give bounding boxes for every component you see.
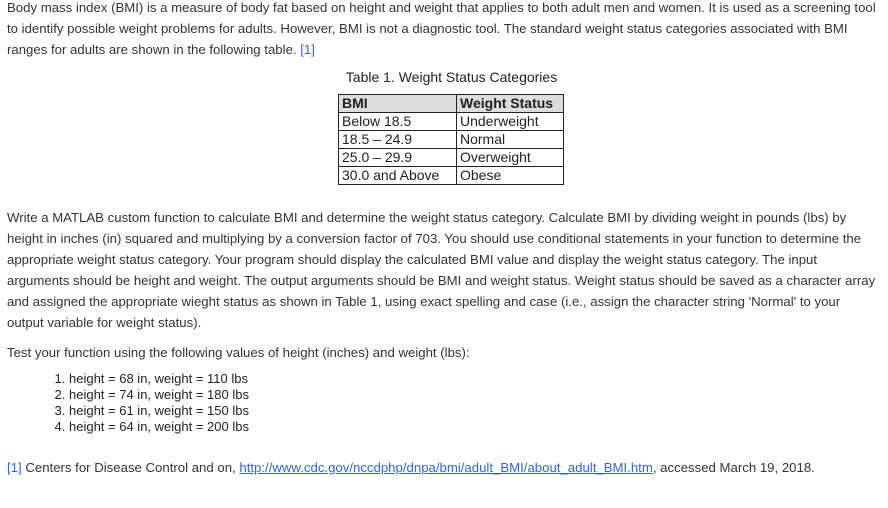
intro-text: Body mass index (BMI) is a measure of body fat based on height and weight that applies to both adult men and women. It is used as a screening tool to identify possible weight problems for adults. However, BMI is not a diagnostic tool. The standard weight status categories associated with BMI ranges for adults are shown in the following table.: [7, 0, 876, 57]
status-cell: Underweight: [457, 113, 564, 131]
table-row: [339, 149, 564, 167]
footnote-ref-link[interactable]: [1]: [300, 42, 315, 57]
reference-paragraph: [7, 457, 879, 478]
list-item: 2. height = 74 in, weight = 180 lbs: [69, 387, 249, 403]
table-row: [339, 131, 564, 149]
table-caption: Table 1. Weight Status Categories: [345, 69, 558, 85]
reference-url-link[interactable]: http://www.cdc.gov/nccdphp/dnpa/bmi/adult_BMI/about_adult_BMI.htm: [239, 460, 653, 475]
table-header-row: [339, 95, 564, 113]
list-item: 3. height = 61 in, weight = 150 lbs: [69, 403, 249, 419]
reference-accessed-text: , accessed March 19, 2018.: [652, 460, 815, 475]
test-values-list: [49, 371, 249, 435]
status-cell: Normal: [457, 131, 564, 149]
weight-status-table: [338, 94, 564, 185]
list-item: 4. height = 64 in, weight = 200 lbs: [69, 419, 249, 435]
column-header-weight-status: Weight Status: [457, 95, 564, 113]
table-row: [339, 113, 564, 131]
status-cell: Obese: [457, 167, 564, 185]
task-paragraph: Write a MATLAB custom function to calculate BMI and determine the weight status category. Calculate BMI by dividing weight in pounds (lbs) by height in inches (in) squared and multiplying by a conversion factor of 703. You should use conditional statements in your function to determine the appropriate weight status category. Your program should display the calculated BMI value and display the weight status category. The input arguments should be height and weight. The output arguments should be BMI and weight status. Weight status should be saved as a character array and assigned the appropriate wieght status as shown in Table 1, using exact spelling and case (i.e., assign the character string 'Normal' to your output variable for weight status).: [7, 210, 876, 330]
bmi-cell: 25.0 – 29.9: [339, 149, 457, 167]
bmi-cell: 30.0 and Above: [339, 167, 457, 185]
bmi-cell: 18.5 – 24.9: [339, 131, 457, 149]
status-cell: Overweight: [457, 149, 564, 167]
list-item: 1. height = 68 in, weight = 110 lbs: [69, 371, 249, 387]
column-header-bmi: BMI: [339, 95, 457, 113]
reference-text: Centers for Disease Control and on,: [21, 460, 240, 475]
bmi-cell: Below 18.5: [339, 113, 457, 131]
intro-paragraph: [7, 0, 879, 60]
test-intro-paragraph: Test your function using the following values of height (inches) and weight (lbs):: [7, 345, 470, 360]
reference-mark[interactable]: [1]: [7, 460, 22, 475]
table-row: [339, 167, 564, 185]
